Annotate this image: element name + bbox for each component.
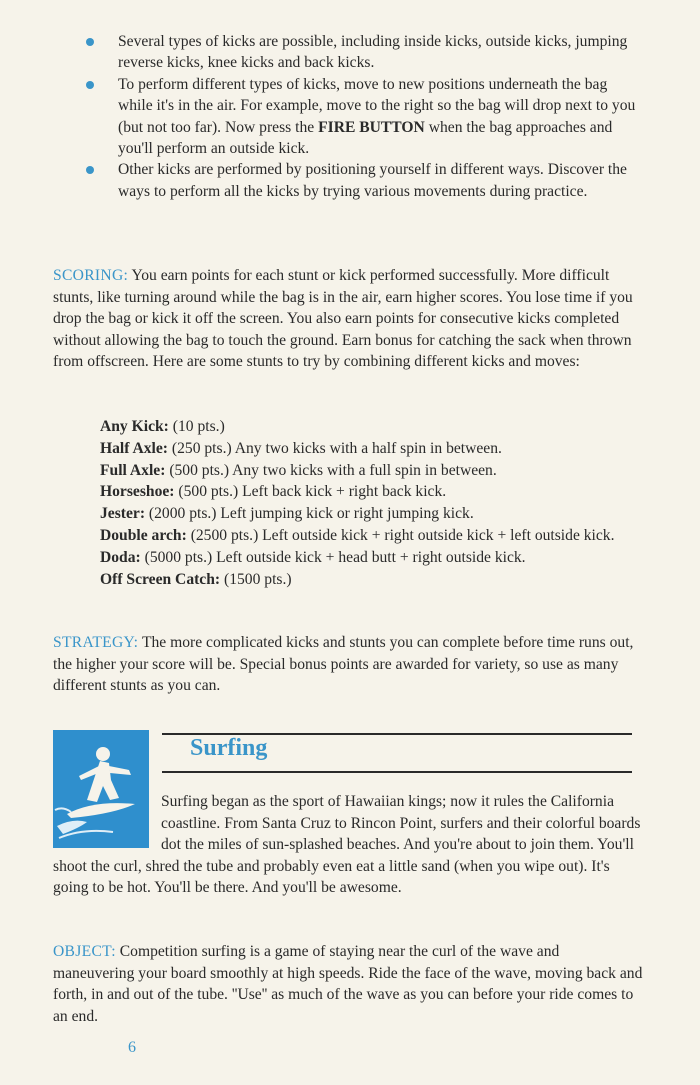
surfing-title: Surfing	[190, 735, 268, 761]
bullet-text: To perform different types of kicks, move to new positions underneath the bag while it's in the air. For example, move to the right so the bag will drop next to you (but not too far). Now press the	[118, 75, 636, 136]
stunt-desc: (5000 pts.) Left outside kick + head butt + right outside kick.	[144, 548, 526, 566]
stunt-desc: (500 pts.) Left back kick + right back kick.	[178, 483, 447, 501]
stunt-desc: (500 pts.) Any two kicks with a full spin in between.	[169, 461, 497, 479]
stunt-desc: (250 pts.) Any two kicks with a half spin in between.	[171, 439, 502, 457]
stunt-row	[100, 525, 640, 547]
surfing-intro-text: Surfing began as the sport of Hawaiian kings; now it rules the California coastline. From Santa Cruz to Rincon Point, surfers and their colorful boards dot the miles of sun-splashed beaches. And you're about to join them. You'll shoot the curl, shred the tube and probably even eat a little sand (when you wipe out). It's going to be hot. You'll be there. And you'll be awesome.	[53, 793, 641, 897]
strategy-paragraph	[53, 632, 643, 697]
surfing-intro-paragraph	[53, 791, 645, 899]
stunt-desc: (2000 pts.) Left jumping kick or right jumping kick.	[148, 505, 474, 523]
bullet-dot-icon	[86, 38, 94, 46]
stunt-name: Full Axle:	[100, 461, 166, 479]
stunt-name: Any Kick:	[100, 418, 169, 435]
stunt-desc: (1500 pts.)	[224, 570, 292, 588]
icon-wrap-spacer	[53, 791, 161, 853]
stunt-row	[100, 481, 640, 503]
stunt-row	[100, 416, 640, 438]
stunts-list	[100, 416, 640, 590]
stunt-name: Double arch:	[100, 526, 187, 544]
strategy-heading: STRATEGY:	[53, 634, 139, 651]
stunt-name: Off Screen Catch:	[100, 570, 221, 588]
stunt-name: Doda:	[100, 548, 141, 566]
stunt-desc: (2500 pts.) Left outside kick + right outside kick + left outside kick.	[190, 526, 615, 544]
scoring-paragraph	[53, 265, 643, 373]
scoring-text: You earn points for each stunt or kick performed successfully. More difficult stunts, like turning around while the bag is in the air, earn higher scores. You lose time if you drop the bag or kick it off the screen. You also earn points for consecutive kicks completed without allowing the bag to touch the ground. Earn bonus for catching the sack when thrown from offscreen. Here are some stunts to try by combining different kicks and moves:	[53, 267, 633, 371]
kick-tips-list	[85, 31, 645, 202]
list-item	[85, 159, 645, 202]
bullet-dot-icon	[86, 166, 94, 174]
list-item	[85, 74, 645, 160]
stunt-name: Horseshoe:	[100, 483, 175, 501]
list-item	[85, 31, 645, 74]
stunt-row	[100, 438, 640, 460]
bullet-dot-icon	[86, 81, 94, 89]
bullet-text: Several types of kicks are possible, including inside kicks, outside kicks, jumping reverse kicks, knee kicks and back kicks.	[118, 33, 628, 72]
object-paragraph	[53, 941, 643, 1027]
object-text: Competition surfing is a game of staying near the curl of the wave and maneuvering your board smoothly at high speeds. Ride the face of the wave, moving back and forth, in and out of the tube. ''Use'' as much of the wave as you can before your ride comes to an end.	[53, 943, 643, 1025]
section-rule-bottom	[162, 771, 632, 773]
fire-button-label: FIRE BUTTON	[318, 118, 425, 136]
page-number: 6	[128, 1039, 136, 1056]
scoring-heading: SCORING:	[53, 267, 129, 284]
stunt-row	[100, 460, 640, 482]
bullet-text-continued: when the bag approaches and you'll perform an outside kick.	[118, 118, 613, 158]
stunt-desc: (10 pts.)	[172, 418, 225, 435]
stunt-name: Jester:	[100, 505, 146, 523]
object-heading: OBJECT:	[53, 943, 116, 960]
strategy-text: The more complicated kicks and stunts you can complete before time runs out, the higher your score will be. Special bonus points are awarded for variety, so use as many different stunts as you can.	[53, 634, 634, 695]
stunt-name: Half Axle:	[100, 439, 168, 457]
bullet-text: Other kicks are performed by positioning yourself in different ways. Discover the ways to perform all the kicks by trying various movements during practice.	[118, 161, 627, 200]
stunt-row	[100, 569, 640, 591]
stunt-row	[100, 503, 640, 525]
stunt-row	[100, 547, 640, 569]
